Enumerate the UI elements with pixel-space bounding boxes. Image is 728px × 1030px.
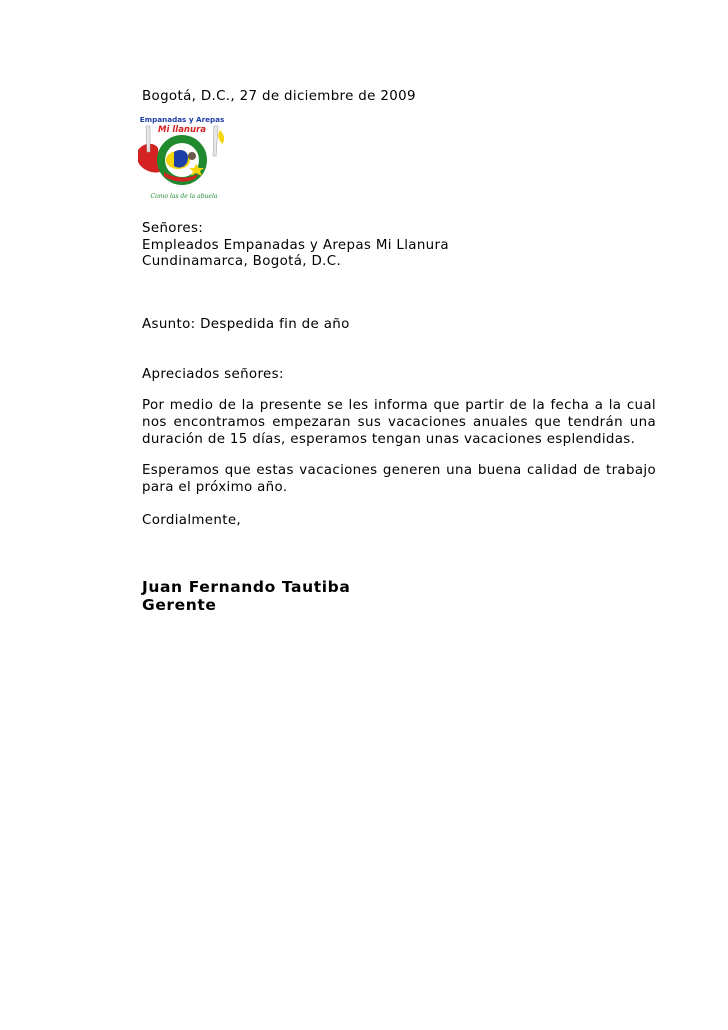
logo-flame-accent: [218, 130, 224, 144]
body-paragraph-1: Por medio de la presente se les informa que partir de la fecha a la cual nos encontramos empezaran sus vacaciones anuales que tendrán una duración de 15 días, esperamos tengan unas vacaciones esplendidas.: [142, 398, 656, 447]
greeting-line: Apreciados señores:: [142, 367, 284, 382]
signer-title: Gerente: [142, 596, 217, 614]
company-logo: [136, 112, 228, 202]
body-paragraph-2: Esperamos que estas vacaciones generen una buena calidad de trabajo para el próximo año.: [142, 463, 656, 495]
recipient-line-2: Cundinamarca, Bogotá, D.C.: [142, 254, 342, 269]
logo-brand-name-text: Mi llanura: [158, 125, 206, 135]
recipient-header: Señores:: [142, 221, 204, 236]
logo-fork-icon: [146, 126, 150, 152]
date-line: Bogotá, D.C., 27 de diciembre de 2009: [142, 89, 416, 104]
signer-name: Juan Fernando Tautiba: [142, 578, 351, 596]
subject-line: Asunto: Despedida fin de año: [142, 317, 350, 332]
recipient-line-1: Empleados Empanadas y Arepas Mi Llanura: [142, 238, 449, 253]
logo-knife-icon: [213, 126, 218, 156]
logo-character-head: [188, 152, 196, 160]
closing-line: Cordialmente,: [142, 513, 242, 528]
logo-brand-top-text: Empanadas y Arepas: [139, 115, 225, 124]
logo-slogan-text: Como las de la abuela: [150, 193, 218, 200]
